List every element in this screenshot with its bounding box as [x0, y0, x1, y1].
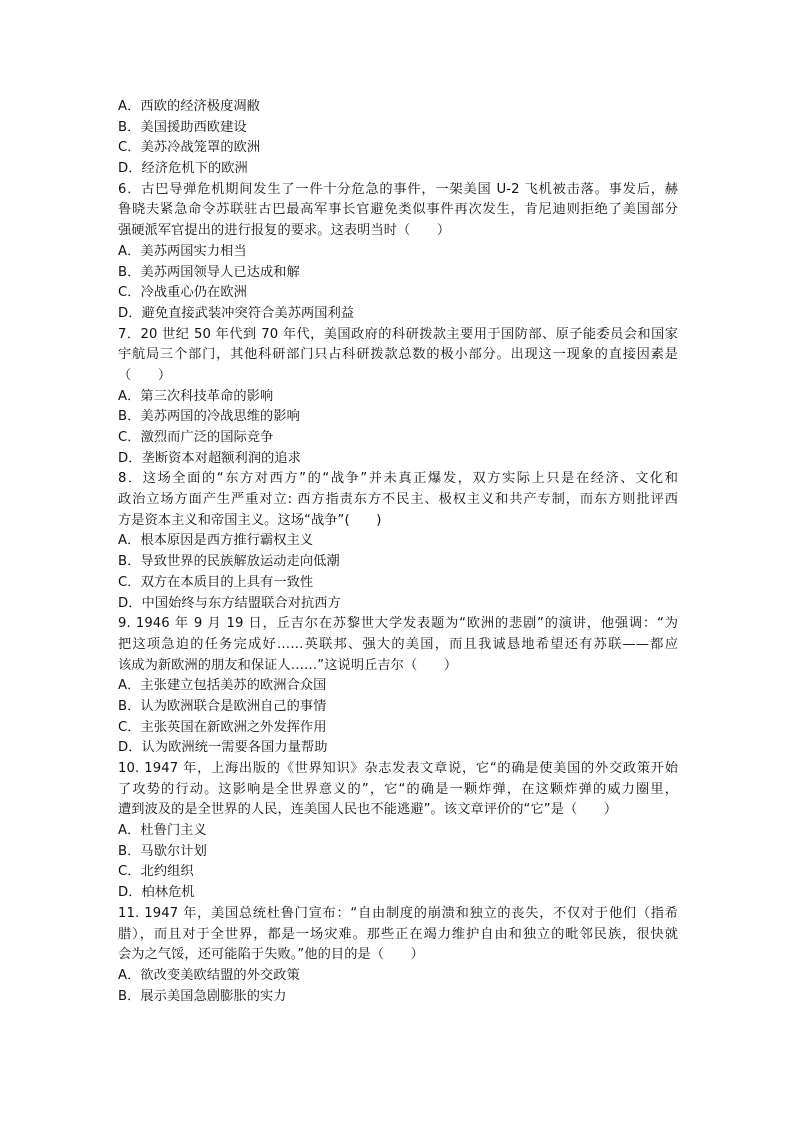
- q9-option-b: B．认为欧洲联合是欧洲自己的事情: [118, 698, 327, 714]
- q8-option-d: D．中国始终与东方结盟联合对抗西方: [118, 595, 341, 611]
- q9-option-a: A．主张建立包括美苏的欧洲合众国: [118, 678, 327, 694]
- q11-stem-line: 会为之气馁，还可能陷于失败。”他的目的是（ ）: [118, 947, 424, 963]
- q7-option-d: D．垄断资本对超额利润的追求: [118, 450, 301, 466]
- q9-stem-line: 把这项急迫的任务完成好……英联邦、强大的美国，而且我诚恳地希望还有苏联——都应: [118, 636, 678, 652]
- q6-option-d: D．避免直接武装冲突符合美苏两国利益: [118, 305, 355, 321]
- q11-option-b: B．展示美国急剧膨胀的实力: [118, 988, 287, 1004]
- q9-stem-line: 9. 1946 年 9 月 19 日，丘吉尔在苏黎世大学发表题为“欧洲的悲剧”的演讲，他强调：“为: [118, 616, 678, 632]
- q6-stem-line: 鲁晓夫紧急命令苏联驻古巴最高军事长官避免类似事件再次发生，肯尼迪则拒绝了美国部分: [118, 202, 678, 218]
- q7-option-a: A．第三次科技革命的影响: [118, 388, 274, 404]
- q8-stem-line: 方是资本主义和帝国主义。这场“战争”( ): [118, 512, 382, 528]
- q10-stem-line: 遭到波及的是全世界的人民，连美国人民也不能逃避”。该文章评价的“它”是（ ）: [118, 802, 618, 818]
- q10-stem-line: 10. 1947 年，上海出版的《世界知识》杂志发表文章说，它“的确是使美国的外交政策开始: [118, 761, 678, 776]
- q6-option-c: C．冷战重心仍在欧洲: [118, 285, 247, 301]
- q7-stem-line: （ ）: [118, 367, 172, 383]
- q7-option-b: B．美苏两国的冷战思维的影响: [118, 409, 300, 425]
- q11-stem-line: 腊），而且对于全世界，都是一场灾难。那些正在竭力维护自由和独立的毗邻民族，很快就: [118, 926, 678, 942]
- q7-stem-line: 7．20 世纪 50 年代到 70 年代，美国政府的科研拨款主要用于国防部、原子能委员会和国家: [118, 326, 678, 342]
- q11-option-a: A．欲改变美欧结盟的外交政策: [118, 967, 300, 983]
- q10-option-c: C．北约组织: [118, 864, 194, 880]
- q9-option-c: C．主张英国在新欧洲之外发挥作用: [118, 719, 327, 735]
- q8-option-c: C．双方在本质目的上具有一致性: [118, 574, 314, 590]
- q5-option-a: A．西欧的经济极度凋敝: [118, 99, 260, 114]
- q11-stem-line: 11. 1947 年，美国总统杜鲁门宣布：“自由制度的崩溃和独立的丧失，不仅对于他们（指希: [118, 905, 678, 921]
- q5-option-d: D．经济危机下的欧洲: [118, 161, 248, 177]
- q9-stem-line: 该成为新欧洲的朋友和保证人……”这说明丘吉尔（ ）: [118, 657, 458, 673]
- q10-option-d: D．柏林危机: [118, 885, 195, 901]
- exam-page: [118, 97, 678, 1007]
- q8-stem-line: 政治立场方面产生严重对立: 西方指责东方不民主、极权主义和共产专制，而东方则批评西: [118, 492, 678, 508]
- q7-option-c: C．激烈而广泛的国际竞争: [118, 430, 274, 445]
- q10-stem-line: 了攻势的行动。这影响是全世界意义的”，它“的确是一颗炸弹，在这颗炸弹的威力圈里，: [118, 781, 678, 797]
- q6-option-a: A．美苏两国实力相当: [118, 243, 247, 259]
- q5-option-c: C．美苏冷战笼罩的欧洲: [118, 140, 261, 156]
- q8-option-b: B．导致世界的民族解放运动走向低潮: [118, 554, 340, 570]
- q10-option-a: A．杜鲁门主义: [118, 823, 207, 839]
- q8-option-a: A．根本原因是西方推行霸权主义: [118, 533, 314, 549]
- q9-option-d: D．认为欧洲统一需要各国力量帮助: [118, 740, 328, 756]
- q7-stem-line: 宇航局三个部门，其他科研部门只占科研拨款总数的极小部分。出现这一现象的直接因素是: [118, 347, 678, 363]
- q6-stem-line: 强硬派军官提出的进行报复的要求。这表明当时（ ）: [118, 223, 451, 239]
- q10-option-b: B．马歇尔计划: [118, 843, 207, 859]
- q8-stem-line: 8．这场全面的“东方对西方”的“战争”并未真正爆发，双方实际上只是在经济、文化和: [118, 471, 678, 487]
- q5-option-b: B．美国援助西欧建设: [118, 119, 247, 135]
- q6-stem-line: 6．古巴导弹危机期间发生了一件十分危急的事件，一架美国 U-2 飞机被击落。事发后，赫: [118, 181, 678, 197]
- q6-option-b: B．美苏两国领导人已达成和解: [118, 264, 300, 280]
